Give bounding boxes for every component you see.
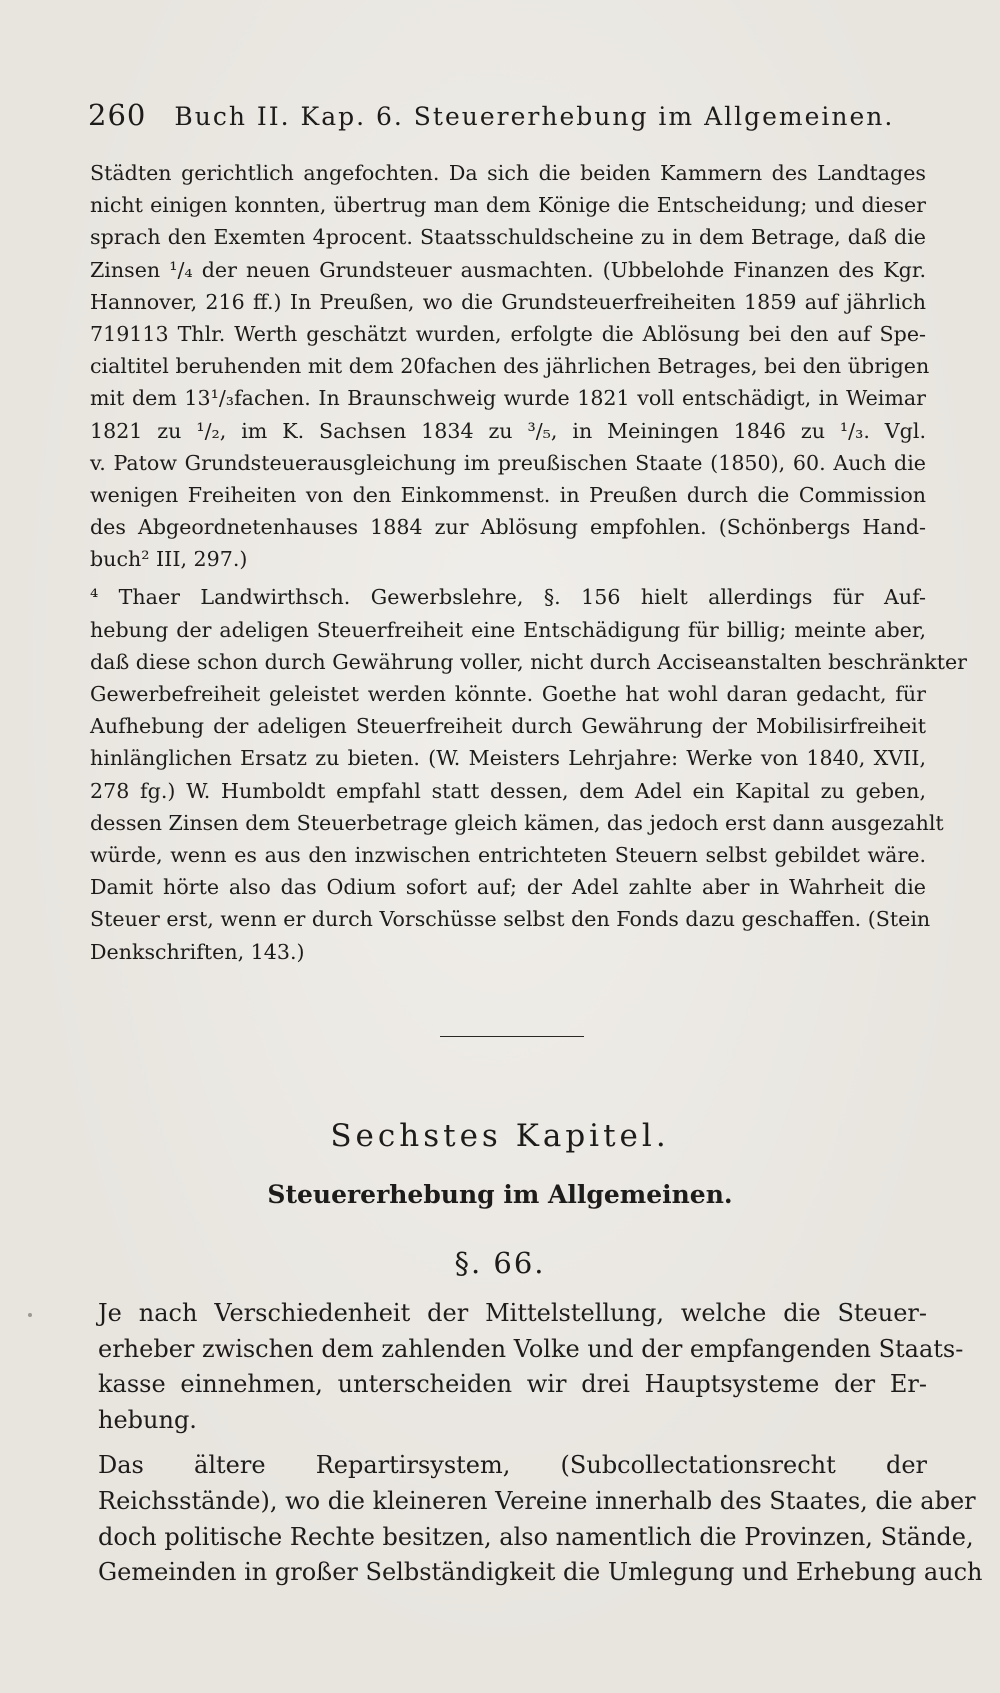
footnote-line: buch² III, 297.) [90,547,248,572]
footnote-line: Zinsen ¹/₄ der neuen Grundsteuer ausmachten. (Ubbelohde Finanzen des Kgr. [90,257,926,282]
footnote-line: nicht einigen konnten, übertrug man dem Könige die Entscheidung; und dieser [90,193,926,218]
footnote-line: des Abgeordnetenhauses 1884 zur Ablösung empfohlen. (Schönbergs Hand- [90,515,926,540]
footnote-line: Gewerbefreiheit geleistet werden könnte. Goethe hat wohl daran gedacht, für [90,682,926,706]
page-number: 260 [88,98,147,132]
body-line: Das ältere Repartirsystem, (Subcollectationsrecht der [98,1451,927,1480]
chapter-subtitle: Steuererhebung im Allgemeinen. [267,1180,733,1209]
running-header [88,98,928,138]
body-line: erheber zwischen dem zahlenden Volke und der empfangenden Staats- [98,1334,964,1363]
body-line: Gemeinden in großer Selbständigkeit die Umlegung und Erhebung auch [98,1558,983,1587]
footnote-line: würde, wenn es aus den inzwischen entrichteten Steuern selbst gebildet wäre. [90,842,926,867]
body-line: hebung. [98,1405,197,1434]
footnote-line: wenigen Freiheiten von den Einkommenst. in Preußen durch die Commission [90,482,926,507]
footnote-line: hebung der adeligen Steuerfreiheit eine Entschädigung für billig; meinte aber, [90,617,926,642]
footnote-line: v. Patow Grundsteuerausgleichung im preußischen Staate (1850), 60. Auch die [90,450,926,475]
footnote-line: 719113 Thlr. Werth geschätzt wurden, erfolgte die Ablösung bei den auf Spe- [90,321,926,346]
footnote-line: 1821 zu ¹/₂, im K. Sachsen 1834 zu ³/₅, in Meiningen 1846 zu ¹/₃. Vgl. [90,418,926,443]
body-line: Reichsstände), wo die kleineren Vereine innerhalb des Staates, die aber [98,1486,976,1515]
footnote-line: Hannover, 216 ff.) In Preußen, wo die Grundsteuerfreiheiten 1859 auf jährlich [90,289,926,314]
footnote-line: daß diese schon durch Gewährung voller, nicht durch Acciseanstalten beschränkter [90,649,968,674]
footnote-line: hinlänglichen Ersatz zu bieten. (W. Meisters Lehrjahre: Werke von 1840, XVII, [90,746,926,771]
body-line: kasse einnehmen, unterscheiden wir drei Hauptsysteme der Er- [98,1370,927,1399]
footnote-line: 278 fg.) W. Humboldt empfahl statt dessen, dem Adel ein Kapital zu geben, [90,778,926,803]
footnote-line: sprach den Exemten 4procent. Staatsschuldscheine zu in dem Betrage, daß die [90,225,926,250]
section-heading: §. 66. [454,1246,546,1280]
footnote-line: dessen Zinsen dem Steuerbetrage gleich kämen, das jedoch erst dann ausgezahlt [90,810,944,835]
footnote-line: Städten gerichtlich angefochten. Da sich die beiden Kammern des Landtages [90,161,926,185]
body-line: doch politische Rechte besitzen, also namentlich die Provinzen, Stände, [98,1522,974,1551]
footnote-line: Denkschriften, 143.) [90,939,305,964]
footnote-line: Damit hörte also das Odium sofort auf; der Adel zahlte aber in Wahrheit die [90,875,926,900]
body-line: Je nach Verschiedenheit der Mittelstellung, welche die Steuer- [98,1299,927,1327]
running-title: Buch II. Kap. 6. Steuererhebung im Allgemeinen. [174,102,895,131]
footnote-line: mit dem 13¹/₃fachen. In Braunschweig wurde 1821 voll entschädigt, in Weimar [90,386,926,411]
chapter-title: Sechstes Kapitel. [330,1118,670,1154]
footnote-line: ⁴ Thaer Landwirthsch. Gewerbslehre, §. 156 hielt allerdings für Auf- [90,585,926,610]
paper-speck [28,1313,32,1317]
footnote-line: Aufhebung der adeligen Steuerfreiheit durch Gewährung der Mobilisirfreiheit [90,714,926,739]
footnote-line: cialtitel beruhenden mit dem 20fachen des jährlichen Betrages, bei den übrigen [90,354,930,379]
footnotes-block [90,157,968,968]
footnote-line: Steuer erst, wenn er durch Vorschüsse selbst den Fonds dazu geschaffen. (Stein [90,907,931,932]
section-divider [440,1036,584,1037]
body-text [98,1296,983,1591]
